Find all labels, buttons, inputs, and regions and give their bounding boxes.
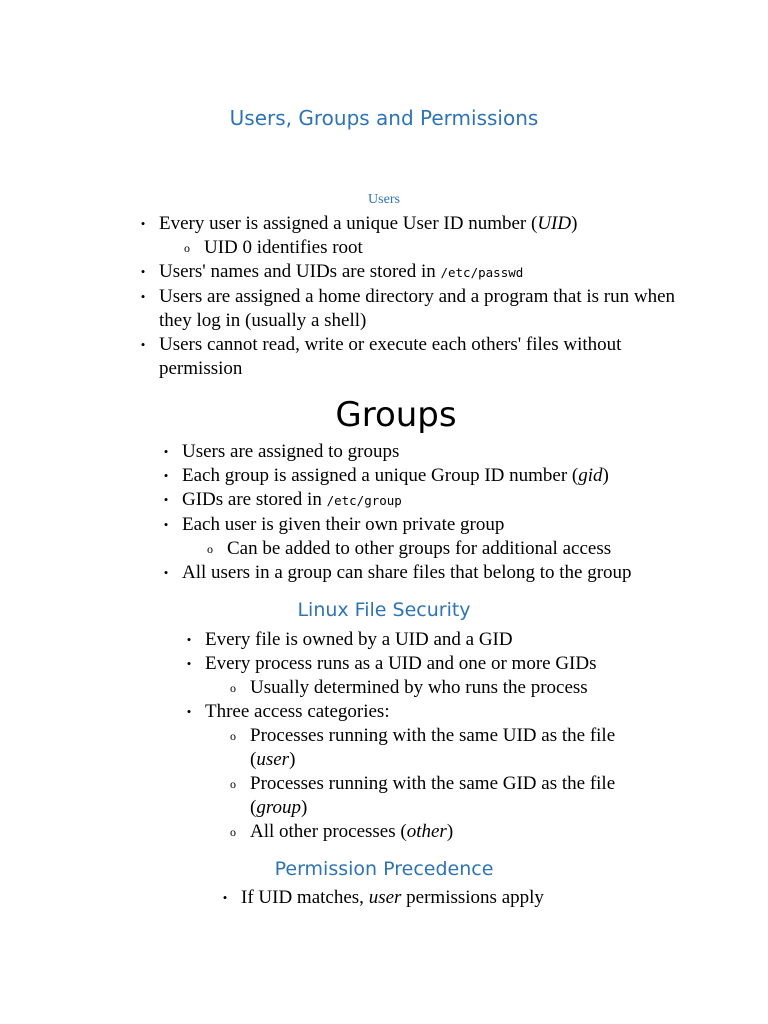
- bullet-icon: •: [163, 444, 169, 459]
- list-item: o All other processes (other): [181, 820, 661, 844]
- precedence-list: [217, 886, 697, 910]
- list-item: o Usually determined by who runs the process: [181, 676, 661, 700]
- list-item: • Each user is given their own private group: [158, 513, 718, 537]
- sub-bullet-icon: o: [184, 241, 190, 255]
- list-item: o Processes running with the same UID as the file (user): [181, 724, 661, 772]
- path-code: /etc/passwd: [440, 265, 524, 280]
- security-list: [181, 628, 661, 844]
- section-heading-users: Users: [368, 192, 400, 207]
- bullet-icon: •: [140, 289, 146, 304]
- list-item: • Three access categories:: [181, 700, 661, 724]
- list-item: • Users cannot read, write or execute each others' files without permission: [135, 333, 675, 381]
- list-item: • Users are assigned a home directory and a program that is run when they log in (usually a shell): [135, 285, 675, 333]
- bullet-icon: •: [163, 565, 169, 580]
- sub-bullet-icon: o: [230, 825, 236, 839]
- users-list: [135, 212, 675, 381]
- bullet-icon: •: [222, 890, 228, 905]
- list-item: • Every process runs as a UID and one or more GIDs: [181, 652, 661, 676]
- document-title: Users, Groups and Permissions: [229, 106, 539, 130]
- sub-bullet-icon: o: [230, 729, 236, 743]
- list-item: • Users' names and UIDs are stored in /etc/passwd: [135, 260, 675, 285]
- bullet-icon: •: [140, 337, 146, 352]
- section-heading-groups: Groups: [335, 395, 457, 435]
- bullet-icon: •: [163, 468, 169, 483]
- list-item: • Each group is assigned a unique Group ID number (gid): [158, 464, 718, 488]
- bullet-icon: •: [163, 492, 169, 507]
- bullet-icon: •: [140, 216, 146, 231]
- list-item: • If UID matches, user permissions apply: [217, 886, 697, 910]
- list-item: o Can be added to other groups for additional access: [158, 537, 718, 561]
- section-heading-permission-precedence: Permission Precedence: [274, 858, 494, 880]
- bullet-icon: •: [163, 517, 169, 532]
- path-code: /etc/group: [326, 493, 402, 508]
- groups-list: [158, 440, 718, 585]
- list-item: • Every user is assigned a unique User ID number (UID): [135, 212, 675, 236]
- section-heading-linux-file-security: Linux File Security: [297, 599, 471, 621]
- bullet-icon: •: [186, 656, 192, 671]
- bullet-icon: •: [140, 264, 146, 279]
- list-item: • Every file is owned by a UID and a GID: [181, 628, 661, 652]
- list-item: • Users are assigned to groups: [158, 440, 718, 464]
- bullet-icon: •: [186, 704, 192, 719]
- list-item: o UID 0 identifies root: [135, 236, 675, 260]
- bullet-icon: •: [186, 632, 192, 647]
- list-item: • All users in a group can share files that belong to the group: [158, 561, 718, 585]
- sub-bullet-icon: o: [230, 777, 236, 791]
- list-item: • GIDs are stored in /etc/group: [158, 488, 718, 513]
- sub-bullet-icon: o: [230, 681, 236, 695]
- sub-bullet-icon: o: [207, 542, 213, 556]
- list-item: o Processes running with the same GID as the file (group): [181, 772, 661, 820]
